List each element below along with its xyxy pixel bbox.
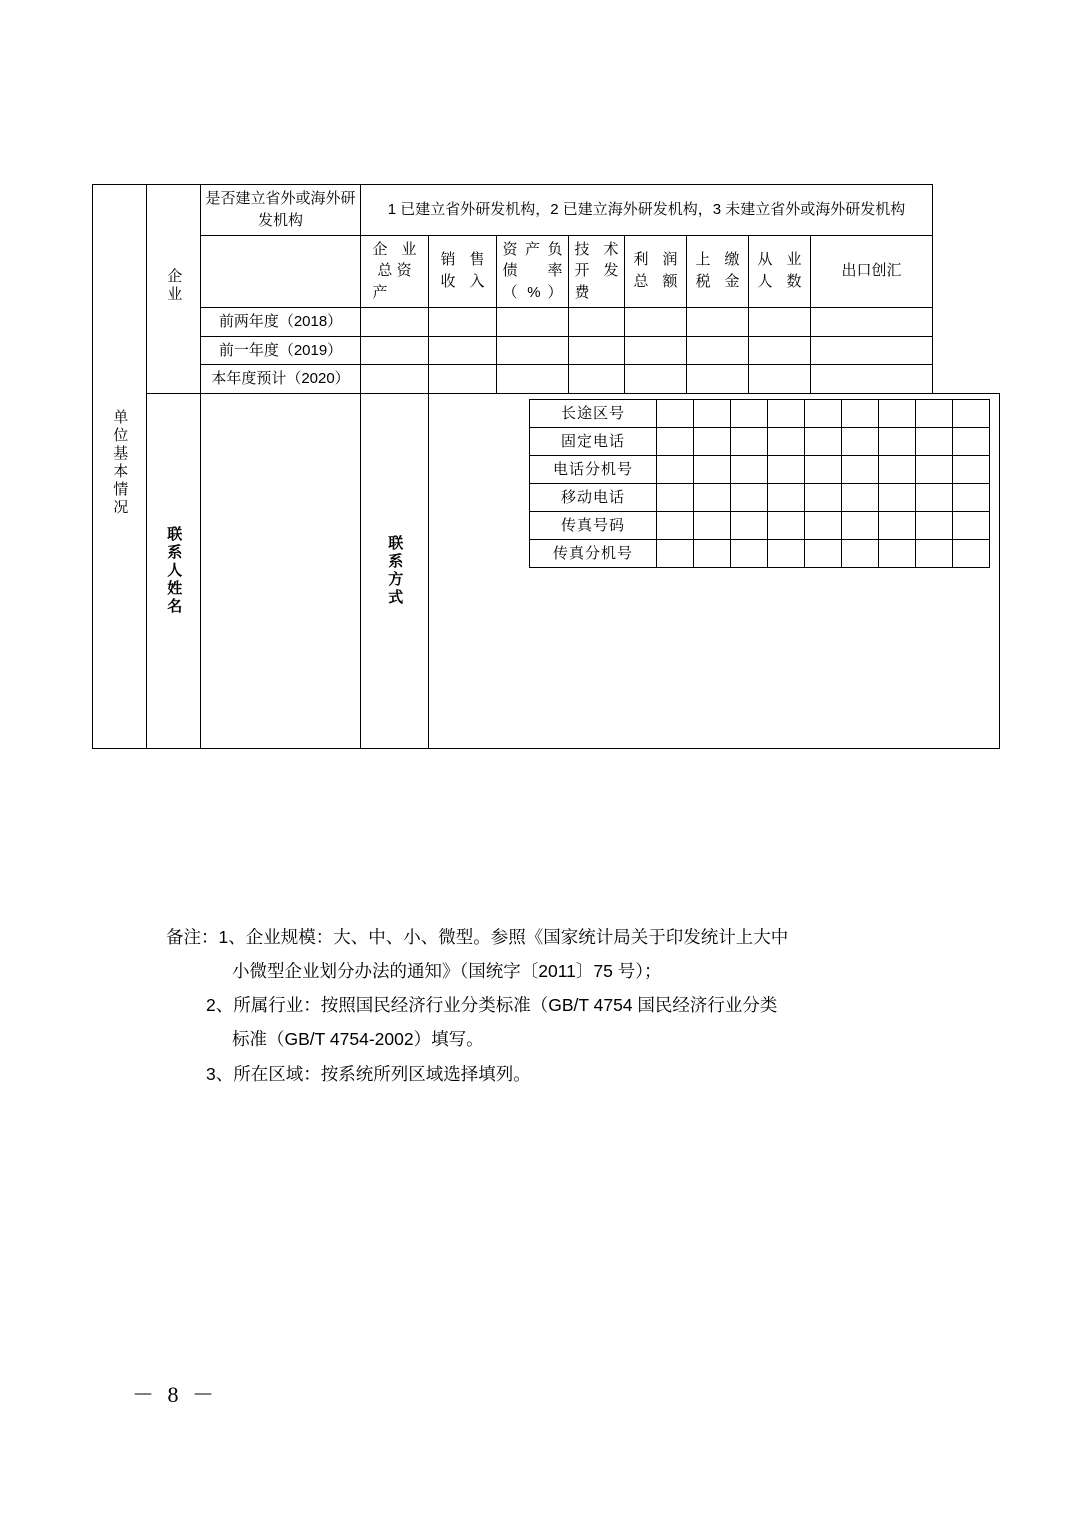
cell-2020-total-profit[interactable] xyxy=(625,365,687,394)
header-employees-line1: 从 业 xyxy=(757,251,802,269)
contact-box[interactable] xyxy=(842,512,879,540)
contact-method-label xyxy=(361,394,429,749)
contact-label-fax: 传真号码 xyxy=(530,512,657,540)
cell-2020-debt-ratio[interactable] xyxy=(497,365,569,394)
header-total-profit-line1: 利 润 xyxy=(633,251,678,269)
remarks-line-3: 2、所属行业：按照国民经济行业分类标准（GB/T 4754 国民经济行业分类 xyxy=(206,995,778,1016)
header-employees-line2: 人数 xyxy=(757,273,802,291)
contact-box[interactable] xyxy=(953,512,990,540)
contact-box[interactable] xyxy=(694,428,731,456)
contact-box[interactable] xyxy=(805,456,842,484)
unit-basic-info-text: 单位基本情况 xyxy=(111,409,129,518)
cell-2018-total-assets[interactable] xyxy=(361,307,429,336)
table-row xyxy=(93,365,1000,394)
header-total-assets-line2: 总 资 产 xyxy=(372,262,412,301)
header-export-earnings xyxy=(811,235,933,307)
contact-box[interactable] xyxy=(842,456,879,484)
header-rd-expense xyxy=(569,235,625,307)
header-rd-expense-line2: 开 发 xyxy=(574,262,619,280)
contact-box[interactable] xyxy=(842,428,879,456)
contact-box[interactable] xyxy=(879,540,916,568)
contact-row-mobile xyxy=(530,484,990,512)
contact-box[interactable] xyxy=(842,484,879,512)
contact-box[interactable] xyxy=(805,540,842,568)
contact-box[interactable] xyxy=(805,428,842,456)
contact-box[interactable] xyxy=(657,512,694,540)
enterprise-label-text: 企业 xyxy=(165,267,183,304)
table-row xyxy=(93,307,1000,336)
contact-person-name-text: 联系人姓名 xyxy=(165,526,183,616)
header-debt-ratio-line1: 资 产 负 xyxy=(502,240,563,258)
overseas-rd-label xyxy=(201,185,361,236)
contact-box[interactable] xyxy=(916,456,953,484)
overseas-rd-options-text: 1 已建立省外研发机构，2 已建立海外研发机构，3 未建立省外或海外研发机构 xyxy=(387,200,906,218)
contact-box[interactable] xyxy=(916,428,953,456)
remarks-line-5: 3、所在区域：按系统所列区域选择填列。 xyxy=(206,1063,531,1084)
enterprise-label xyxy=(147,185,201,394)
cell-2018-debt-ratio[interactable] xyxy=(497,307,569,336)
cell-2020-rd-expense[interactable] xyxy=(569,365,625,394)
header-export-earnings-line1: 出口创汇 xyxy=(841,262,902,280)
contact-box[interactable] xyxy=(916,400,953,428)
contact-person-name-label xyxy=(147,394,201,749)
contact-box[interactable] xyxy=(916,540,953,568)
contact-box[interactable] xyxy=(805,400,842,428)
header-total-assets-line1: 企 业 xyxy=(372,240,417,258)
enterprise-form xyxy=(92,184,1000,749)
cell-2020-total-assets[interactable] xyxy=(361,365,429,394)
header-debt-ratio-line2: 债 率 xyxy=(502,262,563,280)
contact-box[interactable] xyxy=(953,400,990,428)
contact-label-fax-extension: 传真分机号 xyxy=(530,540,657,568)
contact-person-name-value[interactable] xyxy=(201,394,361,749)
contact-box[interactable] xyxy=(768,428,805,456)
contact-label-mobile: 移动电话 xyxy=(530,484,657,512)
table-row xyxy=(93,185,1000,236)
contact-box[interactable] xyxy=(694,484,731,512)
header-total-profit xyxy=(625,235,687,307)
cell-2019-rd-expense[interactable] xyxy=(569,336,625,365)
contact-row-fax xyxy=(530,512,990,540)
row-label-year-2018 xyxy=(201,307,361,336)
remarks-line-4: 标准（GB/T 4754-2002）填写。 xyxy=(232,1029,484,1050)
contact-box[interactable] xyxy=(731,540,768,568)
contact-box[interactable] xyxy=(768,456,805,484)
header-sales-income-line1: 销 售 xyxy=(440,251,485,269)
contact-method-fields xyxy=(429,394,1000,749)
header-sales-income-line2: 收 入 xyxy=(440,273,485,291)
contact-box[interactable] xyxy=(805,484,842,512)
cell-2019-debt-ratio[interactable] xyxy=(497,336,569,365)
overseas-rd-options[interactable] xyxy=(361,185,933,236)
remarks-section xyxy=(166,920,986,1091)
remarks-line-2: 小微型企业划分办法的通知》（国统字〔2011〕75 号）； xyxy=(232,961,662,982)
cell-2018-export-earnings[interactable] xyxy=(811,307,933,336)
contact-box[interactable] xyxy=(768,512,805,540)
contact-box[interactable] xyxy=(657,540,694,568)
contact-box[interactable] xyxy=(953,456,990,484)
contact-label-area-code: 长途区号 xyxy=(530,400,657,428)
header-employees xyxy=(749,235,811,307)
cell-2019-export-earnings[interactable] xyxy=(811,336,933,365)
contact-box[interactable] xyxy=(657,484,694,512)
cell-2020-employees[interactable] xyxy=(749,365,811,394)
cell-2019-tax-paid[interactable] xyxy=(687,336,749,365)
contact-box[interactable] xyxy=(953,540,990,568)
contact-box[interactable] xyxy=(842,540,879,568)
table-row xyxy=(93,336,1000,365)
contact-box[interactable] xyxy=(657,456,694,484)
header-rd-expense-line1: 技 术 xyxy=(574,240,619,258)
contact-box[interactable] xyxy=(879,456,916,484)
contact-row-fax-extension xyxy=(530,540,990,568)
header-debt-ratio xyxy=(497,235,569,307)
header-tax-paid xyxy=(687,235,749,307)
header-debt-ratio-line3: （ % ） xyxy=(502,284,563,301)
cell-2020-export-earnings[interactable] xyxy=(811,365,933,394)
contact-box[interactable] xyxy=(953,428,990,456)
header-total-assets xyxy=(361,235,429,307)
contact-box[interactable] xyxy=(805,512,842,540)
contact-row-extension xyxy=(530,456,990,484)
remarks-line-1: 备注：1、企业规模：大、中、小、微型。参照《国家统计局关于印发统计上大中 xyxy=(166,927,789,947)
contact-box[interactable] xyxy=(731,428,768,456)
contact-box[interactable] xyxy=(768,540,805,568)
contact-row-landline xyxy=(530,428,990,456)
row-label-year-2018-text: 前两年度（2018） xyxy=(218,312,343,330)
page-number: － 8 － xyxy=(132,1382,219,1407)
contact-box[interactable] xyxy=(879,484,916,512)
header-rd-expense-line3: 费 xyxy=(574,284,590,301)
overseas-rd-label-text: 是否建立省外或海外研发机构 xyxy=(205,190,356,229)
cell-2018-total-profit[interactable] xyxy=(625,307,687,336)
row-label-year-2020 xyxy=(201,365,361,394)
contact-box[interactable] xyxy=(953,484,990,512)
contact-box[interactable] xyxy=(657,400,694,428)
row-label-year-2019-text: 前一年度（2019） xyxy=(218,341,343,359)
cell-2018-rd-expense[interactable] xyxy=(569,307,625,336)
cell-2019-employees[interactable] xyxy=(749,336,811,365)
contact-box[interactable] xyxy=(694,512,731,540)
contact-box[interactable] xyxy=(731,512,768,540)
contact-box[interactable] xyxy=(879,512,916,540)
row-label-year-2019 xyxy=(201,336,361,365)
contact-box[interactable] xyxy=(768,400,805,428)
contact-table xyxy=(529,399,990,568)
header-tax-paid-line1: 上 缴 xyxy=(695,251,740,269)
cell-2019-sales-income[interactable] xyxy=(429,336,497,365)
unit-basic-info-label xyxy=(93,185,147,749)
contact-method-text: 联系方式 xyxy=(386,535,404,607)
contact-box[interactable] xyxy=(842,400,879,428)
contact-box[interactable] xyxy=(731,400,768,428)
contact-box[interactable] xyxy=(879,428,916,456)
cell-2018-sales-income[interactable] xyxy=(429,307,497,336)
contact-box[interactable] xyxy=(768,484,805,512)
table-header-row xyxy=(93,235,1000,307)
header-tax-paid-line2: 税金 xyxy=(695,273,740,291)
contact-label-extension: 电话分机号 xyxy=(530,456,657,484)
contact-box[interactable] xyxy=(731,456,768,484)
cell-2019-total-assets[interactable] xyxy=(361,336,429,365)
contact-box[interactable] xyxy=(879,400,916,428)
contact-box[interactable] xyxy=(657,428,694,456)
cell-2020-sales-income[interactable] xyxy=(429,365,497,394)
contact-box[interactable] xyxy=(916,484,953,512)
contact-box[interactable] xyxy=(731,484,768,512)
header-blank-cell xyxy=(201,235,361,307)
contact-box[interactable] xyxy=(694,540,731,568)
contact-box[interactable] xyxy=(916,512,953,540)
header-total-profit-line2: 总额 xyxy=(633,273,678,291)
cell-2018-tax-paid[interactable] xyxy=(687,307,749,336)
contact-row-area-code xyxy=(530,400,990,428)
cell-2018-employees[interactable] xyxy=(749,307,811,336)
form-table xyxy=(92,184,1000,749)
cell-2019-total-profit[interactable] xyxy=(625,336,687,365)
header-sales-income xyxy=(429,235,497,307)
contact-box[interactable] xyxy=(694,400,731,428)
contact-label-landline: 固定电话 xyxy=(530,428,657,456)
contact-box[interactable] xyxy=(694,456,731,484)
cell-2020-tax-paid[interactable] xyxy=(687,365,749,394)
row-label-year-2020-text: 本年度预计（2020） xyxy=(211,370,350,388)
table-row-contact xyxy=(93,394,1000,749)
